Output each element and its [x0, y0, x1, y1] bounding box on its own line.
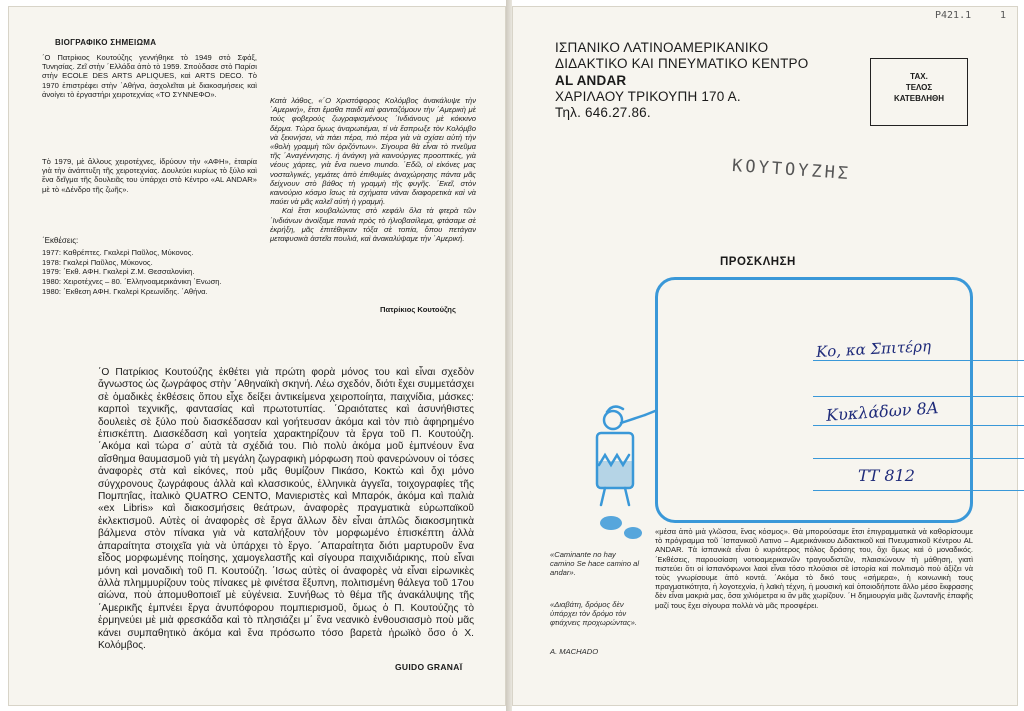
address-line-rule — [813, 458, 1024, 459]
bio-paragraph-1: ΄Ο Πατρίκιος Κουτούζης γεννήθηκε τὸ 1949 στὸ Σφάξ, Τυνησίας. Ζεῖ στὴν ΄Ελλάδα ἀπὸ τὸ 1959. Σπούδασε στὸ Παρίσι στὴν ECOLE DES ARTS APLIQUES, καὶ ARTS DECO. Τὸ 1970 ἐπιστρέφει στὴν ΄Αθήνα, ἀσχολεῖται μὲ διακοσμήσεις καὶ ἀνοίγει τὸ ἐργαστήρι χειροτεχνίας «ΤΟ ΣΥΝΝΕΦΟ». — [42, 53, 257, 99]
handwritten-postcode: ΤΤ 812 — [858, 466, 915, 485]
exhibition-item: 1980: ΄Εκθεση ΑΦΗ. Γκαλερὶ Κρεωνίδης. ΄Αθήνα. — [42, 286, 208, 296]
address-line-rule — [813, 396, 1024, 397]
address-line-rule — [813, 490, 1024, 491]
exhibition-item: 1980: Χειροτέχνες – 80. ΄Ελληνοαμερικάνικη ΄Ενωση. — [42, 277, 222, 287]
greek-quote: «Διαβάτη, δρόμος δὲν ὑπάρχει τὸν δρόμο τὸν φτιάχνεις προχωρώντας». — [550, 600, 637, 628]
exhibition-item: 1979: ΄Εκθ. ΑΦΗ. Γκαλερὶ Ζ.Μ. Θεσσαλονίκη. — [42, 267, 195, 277]
address-line-rule — [813, 425, 1024, 426]
exhibition-item: 1977: Καθρέπτες. Γκαλερὶ Παῦλος, Μύκονος. — [42, 248, 194, 257]
org-line-1: ΙΣΠΑΝΙΚΟ ΛΑΤΙΝΟΑΜΕΡΙΚΑΝΙΚΟ — [555, 40, 769, 55]
org-name: AL ANDAR — [555, 72, 627, 88]
quote-paragraph-2: Καὶ ἔτσι κουβαλώντας στὸ κεφάλι ὅλα τὰ φτερὰ τῶν ΄Ινδιάνων ἀνοίξαμε πανιὰ πρὸς τὸ ἡλιοβασίλεμα, φτάσαμε σὲ ἐκρήξη, μᾶς ἐπιτέθηκαν τόξα σὲ τοπία, ὅπου πετάγαν μεταφυσικὰ ἀστεῖα πουλιά, καὶ ἀνακαλύψαμε τὴν ΄Αμερική. — [270, 206, 476, 244]
quote-signature: Πατρίκιος Κουτούζης — [380, 305, 456, 314]
org-phone: Τηλ. 646.27.86. — [555, 105, 651, 121]
invitation-title: ΠΡΟΣΚΛΗΣΗ — [720, 256, 796, 268]
handwritten-corner-number: 1 — [1000, 10, 1007, 21]
handwritten-name: ΚΟΥΤΟΥΖΗΣ — [731, 155, 852, 185]
address-window — [655, 277, 973, 523]
handwritten-street: Κυκλάδων 8Α — [825, 398, 939, 425]
exhibition-item: 1978: Γκαλερὶ Παῦλος, Μύκονος. — [42, 257, 153, 267]
stamp-line: ΤΑΧ. — [910, 72, 928, 81]
essay-text: ΄Ο Πατρίκιος Κουτούζης ἐκθέτει γιὰ πρώτη φορὰ μόνος του καὶ εἶναι σχεδὸν ἄγνωστος ὡς ζωγράφος στὴν ΄Αθηναϊκὴ σκηνή. Λέω σχεδόν, διότι ἔχει συμμετάσχει σὲ ὁμαδικὲς ἐκθέσεις ὅπου εἶχε δείξει ἀντικείμενα χειροποίητα, παιχνίδια, μάσκες: καρποὶ τεχνικῆς, φαντασίας καὶ πρωτοτυπίας. ΄Ωραιότατες καὶ ἀσυνήθιστες δουλειὲς σὲ ξύλο ποὺ διασκέδασαν καὶ γοήτευσαν ἀκόμα καὶ τὸν πιὸ ἀφηρημένο ἐπισκέπτη. Διασκέδαση καὶ γοητεία χαρακτηρίζουν τὰ ἔργα τοῦ Π. Κουτούζη. ΄Ακόμα καὶ τώρα σ΄ αὐτὰ τὰ σχέδιά του. Πιὸ πολὺ ἀκόμα μοῦ ἐμπνέουν ἕνα αἴσθημα θαυμασμοῦ γιὰ τὴ μεγάλη ζωγραφικὴ μόρφωση ποὺ φανερώνουν οἱ τόσες ἀναφορὲς στὰ καὶ εἰκόνες, ποὺ μᾶς θυμίζουν Πικάσο, Κοκτὼ καὶ ὄχι μόνο σύγχρονους ζωγράφους ἀλλὰ καὶ κλασσικούς, ἑλληνικὰ ἀγγεῖα, τοιχογραφίες τῆς Πομπηΐας, ἰταλικὸ QUATRO CENTO, Μανιεριστὲς καὶ Μπαρόκ, ἀκόμα καὶ παλιὰ «ex Libris» καὶ διακοσμήσεις θεάτρων, ἀναφορὲς πραγματικὰ εὐρωπαϊκοῦ ἐκλεκτισμοῦ. Αὐτὲς οἱ ἀναφορὲς σὲ ἔργα ἄλλων δὲν εἶναι ἁπλῶς διακοσμητικὰ βάλμενα στὸν πίνακα γιὰ νὰ καταλήξουν τὸν μορφωμένο ἐπισκέπτη ἀλλὰ ἀπαραίτητα στοιχεῖα γιὰ νὰ ὑπάρχει τὸ ἔργο. ΄Απαραίτητα διότι μαρτυροῦν ἕνα εἶδος μορφωμένης ποίησης, χαμογελαστῆς καὶ σίγουρα παιχνιδιάρικης, ποὺ εἶναι μόνη καὶ μοναδικὴ τοῦ Π. Κουτούζη. ΄Ισως αὐτὲς οἱ ἀναφορὲς νὰ εἶναι εἰρωνικὲς ἀλλὰ πλημμυρίζουν τοὺς πίνακες μὲ φινέτσα ἔξυπνη, πολιτισμένη θάλεγα τοῦ 17ου αἰώνα, ποὺ ἀπομυθοποιεῖ μὲ εὐγένεια. Συνήθως τὸ θέμα τῆς ἀνακάλυψης τῆς ΄Αμερικῆς ἐμπνέει ἔργα ἀνυπόφορου πομπιερισμοῦ, ὅμως ὁ Π. Κουτούζης τὸ ἐρμηνεύει μὲ μιὰ φρεσκάδα καὶ τὸ πλησιάζει μ΄ ἕνα νεανικὸ ἐνθουσιασμὸ ποὺ μᾶς κάνει συμπαθητικὸ ἀκόμα καὶ ἕνα πρόσωπο τόσο βαρετὰ ἡρωϊκὸ ὅσο ὁ Χ. Κολόμβος. — [98, 367, 474, 651]
stamp-line: ΤΕΛΟΣ — [905, 83, 933, 92]
spanish-quote: «Caminante no hay camino Se hace camino al andar». — [550, 550, 640, 578]
quote-paragraph-1: Κατὰ λάθος, «΄Ο Χριστόφορος Κολόμβος ἀνακάλυψε τὴν ΄Αμερική», ἔτσι ἔμαθα παιδὶ καὶ φανταζόμουν τὴν ΄Αμερικὴ μὲ τοὺς φοβεροὺς ζωγραφισμένους ΄Ινδιάνους μὲ κόκκινο δέρμα. Τώρα ὅμως ἀναρωτιέμαι, τί νὰ ἔσπρωξε τὸν Κολόμβο νὰ ξεκινήσει, νὰ πάει πέρα, πιὸ πέρα γιὰ νὰ σχίσει αὐτὴ τὴν «θολὴ γραμμὴ τῶν ὁριζόντων». Σίγουρα θὰ εἶναι τὸ πνεῦμα τῆς ΄Αναγέννησης. ἡ ἀνάγκη γιὰ καινούργιες προοπτικές, γιὰ νέους χάρτες, γιὰ ἕνα nuevo mundo. ΄Εδῶ, οἱ εἰκόνες μας νοσταλγικές, γεμάτες ἀπὸ ἐπιθυμίες ἀναχώρησης πάντα μᾶς δείχνουν στὸ βάθος τὴ γραμμὴ τῆς φυγῆς. ΄Εκεῖ, στὸν καινούριο κόσμο ἴσως τὰ σχήματα νάναι διαφορετικὰ καὶ νὰ παύει νὰ μᾶς καλεῖ αὐτὴ ἡ γραμμή. — [270, 96, 476, 207]
org-address: ΧΑΡΙΛΑΟΥ ΤΡΙΚΟΥΠΗ 170 Α. — [555, 88, 741, 104]
handwritten-recipient: Κο, κα Σπιτέρη — [815, 337, 932, 361]
exhibitions-title: ΄Εκθέσεις: — [42, 236, 79, 245]
stamp-line: ΚΑΤΕΒΛΗΘΗ — [893, 94, 944, 103]
org-line-2: ΔΙΔΑΚΤΙΚΟ ΚΑΙ ΠΝΕΥΜΑΤΙΚΟ ΚΕΝΤΡΟ — [555, 56, 809, 72]
bio-paragraph-2: Τὸ 1979, μὲ ἄλλους χειροτέχνες, ἱδρύουν τὴν «ΑΦΗ», ἑταιρία γιὰ τὴν ἀνάπτυξη τῆς χειροτεχνίας. Δουλεύει κυρίως τὸ ξύλο καὶ ἕνα δεῖγμα τῆς δουλειᾶς του ὑπάρχει στὸ Κέντρο «AL ANDAR» μὲ τὸ «Δένδρο τῆς ζωῆς». — [42, 157, 257, 194]
organization-header — [555, 40, 808, 121]
exhibitions-list — [42, 248, 267, 297]
essay-signature: GUIDO GRANAÏ — [395, 662, 463, 672]
handwritten-reference-number: P421.1 — [935, 10, 972, 21]
address-line-rule — [813, 360, 1024, 361]
postage-paid-stamp — [870, 58, 968, 126]
walking-traveler-logo — [583, 395, 668, 545]
bio-title: ΒΙΟΓΡΑΦΙΚΟ ΣΗΜΕΙΩΜΑ — [55, 38, 157, 47]
artist-quote — [270, 96, 476, 243]
center-description: «μέσα ἀπὸ μιὰ γλῶσσα, ἕνας κόσμος». Θὰ μπορούσαμε ἔτσι ἐπιγραμματικὰ νὰ καθορίσουμε τὸ πρόγραμμα τοῦ ΄Ισπανικοῦ Λατινο – Αμερικάνικου Διδακτικοῦ καὶ Πνευματικοῦ Κέντρου AL ANDAR. Τὰ ἰσπανικὰ εἶναι ὁ κυριότερος πόλος δράσης του, ὄχι ὅμως καὶ ὁ μοναδικός. ΄Εκθέσεις, παρουσίαση νοτιοαμερικανῶν τραγουδιστῶν, πλαισιώνουν τὴ μάθηση, γιατὶ πιστεύει ὅτι οἱ ἰσπανόφωνοι λαοὶ εἶναι τόσο πλούσιοι σὲ ἱστορία καὶ πολιτισμὸ ποὺ ἀξίζει νὰ τοὺς γνωρίσουμε ἀπὸ κοντά. ΄Ακόμα τὸ δικό τους «σήμερα», ἡ κοινωνικὴ τους πραγματικότητα, ἡ λογοτεχνία, ἡ λαϊκὴ τέχνη, ἡ μουσικὴ καὶ ὁποιοδήποτε ἄλλο μέσο ἔκφρασης δὲν εἶναι μακριὰ μας, ὅσα χιλιόμετρα κι ἂν μᾶς χωρίζουν. ΄Η δημιουργία μιᾶς ζωντανῆς ἐπαφῆς μαζί τους ἔχει σίγουρα πολλὰ νὰ μᾶς προσφέρει. — [655, 527, 973, 610]
quote-author: A. MACHADO — [550, 647, 599, 656]
